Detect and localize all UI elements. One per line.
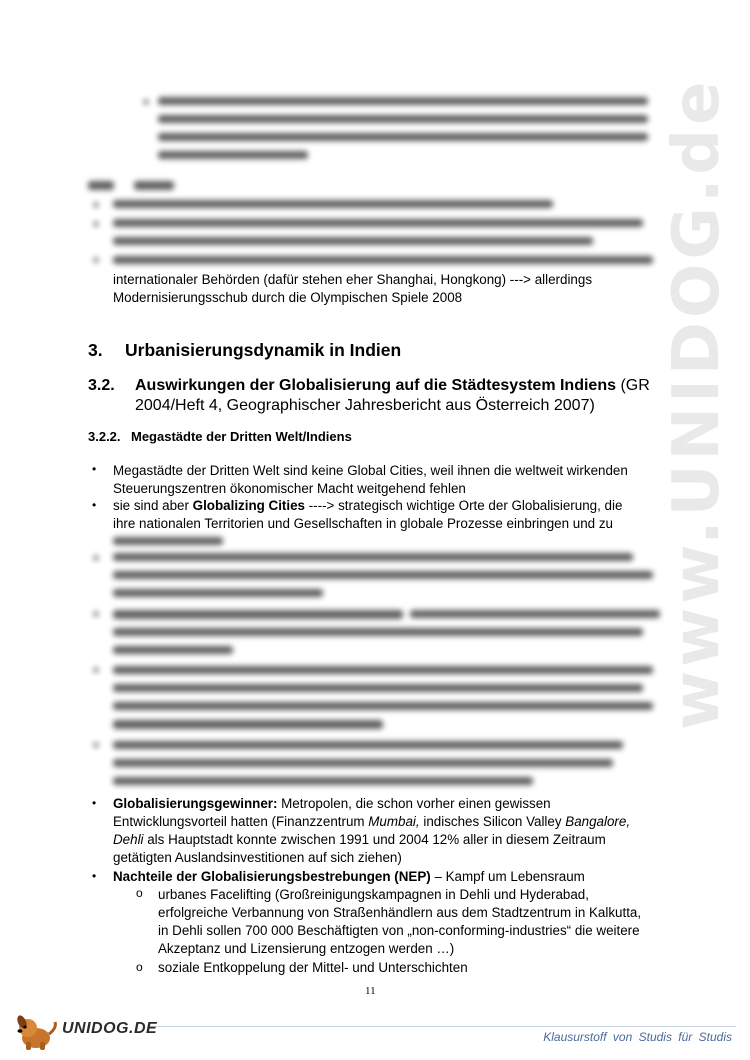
list-item bbox=[113, 497, 673, 533]
sub-bullet-marker: o bbox=[136, 886, 143, 900]
blurred-middle-region bbox=[0, 530, 750, 795]
continuation-paragraph bbox=[113, 271, 673, 307]
text-run: – Kampf um Lebensraum bbox=[430, 869, 585, 884]
list-item bbox=[113, 462, 673, 498]
list-item-line: ihre nationalen Territorien und Gesellschaften in globale Prozesse einbringen und zu bbox=[113, 516, 613, 531]
sub-list-item-line: soziale Entkoppelung der Mittel- und Unterschichten bbox=[158, 960, 468, 975]
section-source-b: 2004/Heft 4, Geographischer Jahresbericht aus Österreich 2007) bbox=[135, 397, 595, 414]
bullet-marker: • bbox=[92, 796, 97, 810]
section-heading-3 bbox=[88, 340, 401, 361]
sub-bullet-marker: o bbox=[136, 960, 143, 974]
text-run-italic: Mumbai, bbox=[368, 814, 420, 829]
watermark: www.UNIDOG.de bbox=[660, 77, 734, 730]
text-run-bold: Globalizing Cities bbox=[192, 498, 305, 513]
section-number: 3.2.2. bbox=[88, 429, 121, 444]
text-run: ----> strategisch wichtige Orte der Globalisierung, die bbox=[305, 498, 623, 513]
text-run: Entwicklungsvorteil hatten (Finanzzentrum bbox=[113, 814, 369, 829]
section-number: 3.2. bbox=[88, 377, 115, 394]
list-item-line: getätigten Auslandsinvestitionen auf sich ziehen) bbox=[113, 850, 402, 865]
continuation-line-2: Modernisierungsschub durch die Olympischen Spiele 2008 bbox=[113, 290, 463, 305]
section-title: Urbanisierungsdynamik in Indien bbox=[125, 340, 402, 360]
text-run-italic: Dehli bbox=[113, 832, 144, 847]
sub-list-item bbox=[158, 886, 668, 958]
footer-tagline: Klausurstoff von Studis für Studis bbox=[543, 1030, 732, 1044]
bullet-marker: • bbox=[92, 498, 97, 512]
blurred-text-lines bbox=[0, 0, 750, 270]
list-item-line: Steuerungszentren ökonomischer Macht weitgehend fehlen bbox=[113, 481, 466, 496]
sub-list-item-line: erfolgreiche Verbannung von Straßenhändlern aus dem Stadtzentrum in Kalkutta, bbox=[158, 905, 642, 920]
list-item bbox=[113, 868, 673, 886]
list-item-line: Megastädte der Dritten Welt sind keine Global Cities, weil ihnen die weltweit wirkenden bbox=[113, 463, 628, 478]
sub-list-item-line: urbanes Facelifting (Großreinigungskampagnen in Dehli und Hyderabad, bbox=[158, 887, 589, 902]
dog-mascot-icon bbox=[14, 1012, 62, 1052]
text-run-italic: Bangalore, bbox=[565, 814, 631, 829]
logo-text: UNIDOG.DE bbox=[62, 1020, 158, 1037]
text-run: als Hauptstadt konnte zwischen 1991 und 2004 12% aller in diesem Zeitraum bbox=[143, 832, 606, 847]
text-run-bold: Globalisierungsgewinner: bbox=[113, 796, 278, 811]
blurred-text-lines bbox=[0, 530, 750, 790]
text-run: indisches Silicon Valley bbox=[419, 814, 566, 829]
text-run: Metropolen, die schon vorher einen gewissen bbox=[277, 796, 551, 811]
section-heading-3-2-2 bbox=[88, 429, 352, 444]
bullet-marker: • bbox=[92, 869, 97, 883]
section-source-a: (GR bbox=[620, 377, 650, 394]
sub-list-item bbox=[158, 959, 668, 977]
bullet-marker: • bbox=[92, 462, 97, 476]
footer-divider bbox=[150, 1026, 736, 1027]
sub-list-item-line: in Dehli sollen 700 000 Beschäftigten von „non-conforming-industries“ die weitere bbox=[158, 923, 640, 938]
continuation-line-1: internationaler Behörden (dafür stehen eher Shanghai, Hongkong) ---> allerdings bbox=[113, 272, 593, 287]
section-number: 3. bbox=[88, 340, 103, 360]
section-title: Auswirkungen der Globalisierung auf die Städtesystem Indiens bbox=[135, 377, 616, 394]
list-item bbox=[113, 795, 673, 867]
sub-list-item-line: Akzeptanz und Lizensierung entzogen werden …) bbox=[158, 941, 455, 956]
text-run-bold: Nachteile der Globalisierungsbestrebungen (NEP) bbox=[113, 869, 431, 884]
text-run: sie sind aber bbox=[113, 498, 193, 513]
page-number: 11 bbox=[365, 985, 376, 997]
section-title: Megastädte der Dritten Welt/Indiens bbox=[131, 429, 352, 444]
blurred-top-region bbox=[0, 0, 750, 275]
unidog-logo bbox=[14, 1012, 158, 1052]
